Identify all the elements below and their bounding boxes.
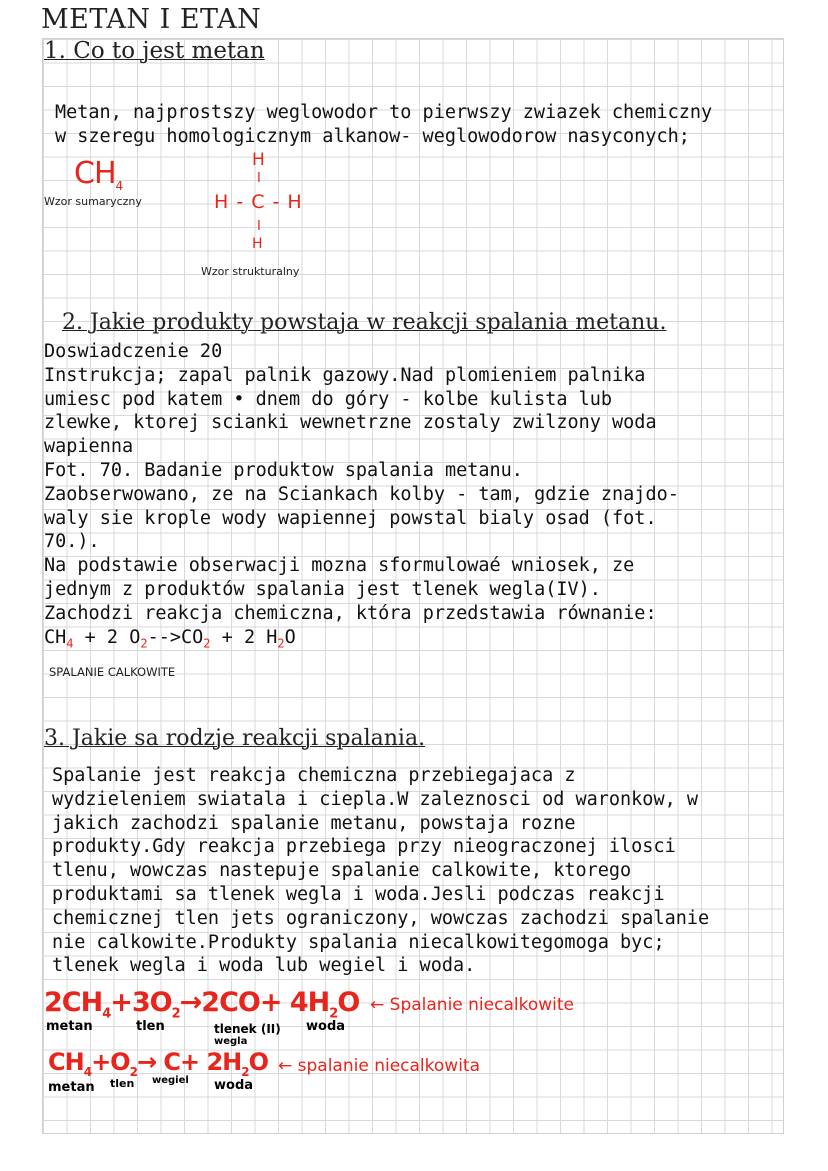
struct-top-h: H [252,150,265,170]
sum-formula-label: Wzor sumaryczny [44,195,142,208]
incomplete-equation-2: $CH_4+O_2\to C+ 2H_2O$ [48,1048,269,1079]
eq1-under-tlen: tlen [136,1019,165,1034]
incomplete-equation-2-label: ← spalanie niecalkowita [278,1056,481,1076]
eq1-under-wegla: wegla [214,1036,248,1047]
sum-formula: $CH_4$ [74,156,123,193]
struct-formula-label: Wzor strukturalny [201,265,300,278]
section2-body: Doswiadczenie 20 Instrukcja; zapal palnik gazowy.Nad plomieniem palnika umiesc pod katem • dnem do góry - kolbe kulista lub zlewke, ktorej scianki wewnetrzne zostaly zwilzony woda wapienna Fot. 70. Badanie produktow spalania metanu. Zaobserwowano, ze na Sciankach kolby - tam, gdzie znajdo- waly sie krople wody wapiennej powstal bialy osad (fot. 70.). Na podstawie obserwacji mozna sformulowaé wniosek, ze jednym z produktów spalania jest tlenek wegla(IV). Zachodzi reakcja chemiczna, która przedstawia równanie: [44,341,679,624]
eq2-under-tlen: tlen [110,1077,135,1090]
struct-top-bar: I [257,171,261,186]
incomplete-equation-1-label: ← Spalanie niecalkowite [370,995,574,1015]
section2-heading: 2. Jakie produkty powstaja w reakcji spalania metanu. [62,310,667,335]
eq1-under-tlenek: tlenek (II) [214,1022,281,1036]
eq2-under-metan: metan [48,1080,95,1095]
incomplete-equation-1: $2CH_4+3O_2\to 2CO+ 4H_2O$ [44,987,360,1022]
complete-combustion-note: SPALANIE CALKOWITE [49,665,176,679]
eq1-under-woda: woda [306,1019,346,1034]
struct-middle: H - C - H [214,191,303,213]
section3-heading: 3. Jakie sa rodzje reakcji spalania. [44,726,426,751]
page-title: METAN I ETAN [41,4,262,35]
struct-bottom-h: H [252,236,263,252]
section1-heading: 1. Co to jest metan [44,38,265,64]
struct-bottom-bar: I [257,219,261,234]
section1-paragraph: Metan, najprostszy weglowodor to pierwszy zwiazek chemiczny w szeregu homologicznym alkanow- weglowodorow nasyconych; [55,102,713,147]
eq2-under-wegiel: wegiel [152,1075,189,1086]
combustion-equation: $CH_4 + 2$ $O_2-->CO_2 + 2$ $H_2O$ [44,627,296,651]
eq2-under-woda: woda [214,1078,254,1093]
eq1-under-metan: metan [46,1019,93,1034]
section3-body: Spalanie jest reakcja chemiczna przebiegajaca z wydzieleniem swiatala i ciepla.W zaleznosci od waronkow, w jakich zachodzi spalanie metanu, powstaja rozne produkty.Gdy reakcja przebiega przy nieograczonej ilosci tlenu, wowczas nastepuje spalanie calkowite, ktorego produktami sa tlenek wegla i woda.Jesli podczas reakcji chemicznej tlen jets ograniczony, wowczas zachodzi spalanie nie calkowite.Produkty spalania niecalkowitegomoga byc; tlenek wegla i woda lub wegiel i woda. [52,765,710,977]
